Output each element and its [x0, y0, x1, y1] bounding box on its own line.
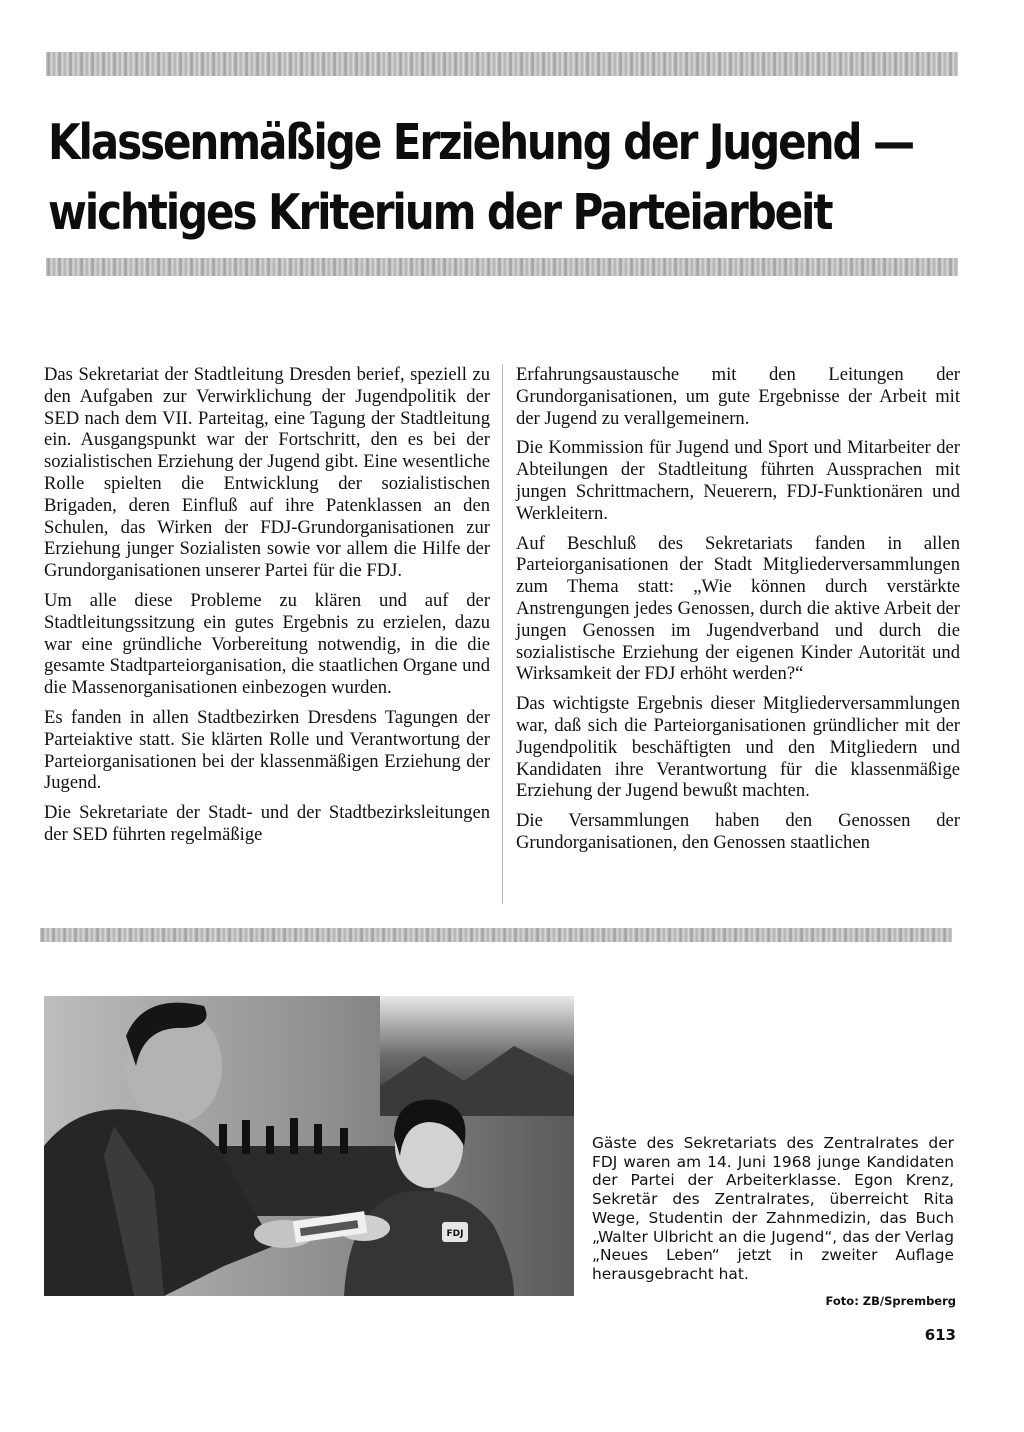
paragraph: Es fanden in allen Stadtbezirken Dresdens Tagungen der Parteiaktive statt. Sie klärten Rolle und Verantwortung der Parteiorganisationen bei der klassenmäßigen Erziehung der Jugend.: [44, 706, 490, 794]
text-bottom-rule: [40, 928, 952, 942]
paragraph: Das Sekretariat der Stadtleitung Dresden berief, speziell zu den Aufgaben zur Verwirklichung der Jugendpolitik der SED nach dem VII. Parteitag, eine Tagung der Stadtleitung ein. Ausgangspunkt war der Fortschritt, den es bei der sozialistischen Erziehung der Jugend gibt. Eine wesentliche Rolle spielten die Entwicklung der sozialistischen Brigaden, deren Einfluß auf ihre Patenklassen an den Schulen, das Wirken der FDJ-Grundorganisationen zur Erziehung junger Sozialisten sowie vor allem die Hilfe der Grundorganisationen unserer Partei für die FDJ.: [44, 364, 490, 582]
photo-caption: Gäste des Sekretariats des Zentralrates der FDJ waren am 14. Juni 1968 junge Kandidaten der Partei der Arbeiterklasse. Egon Krenz, Sekretär des Zentralrates, überreicht Rita Wege, Studentin der Zahnmedizin, das Buch „Walter Ulbricht an die Jugend“, das der Verlag „Neues Leben“ jetzt in zweiter Auflage herausgebracht hat.: [592, 1134, 954, 1283]
article-column-right: [516, 364, 960, 862]
paragraph: Die Kommission für Jugend und Sport und Mitarbeiter der Abteilungen der Stadtleitung führten Aussprachen mit jungen Schrittmachern, Neuerern, FDJ-Funktionären und Werkleitern.: [516, 437, 960, 524]
article-headline: [48, 108, 913, 248]
paragraph: Um alle diese Probleme zu klären und auf der Stadtleitungssitzung ein gutes Ergebnis zu erzielen, dazu war eine gründliche Vorbereitung notwendig, in die die gesamte Stadtparteiorganisation, die staatlichen Organe und die Massenorganisationen einbezogen wurden.: [44, 589, 490, 699]
headline-line-1: Klassenmäßige Erziehung der Jugend —: [48, 114, 913, 171]
headline-bottom-rule: [46, 258, 958, 276]
top-rule: [46, 52, 958, 76]
page-number: 613: [924, 1326, 956, 1344]
paragraph: Erfahrungsaustausche mit den Leitungen der Grundorganisationen, um gute Ergebnisse der Arbeit mit der Jugend zu verallgemeinern.: [516, 364, 960, 429]
photo-illustration: [44, 996, 574, 1296]
headline-line-2: wichtiges Kriterium der Parteiarbeit: [48, 184, 832, 241]
column-divider: [502, 364, 503, 904]
photo-credit: Foto: ZB/Spremberg: [825, 1294, 956, 1308]
paragraph: Die Versammlungen haben den Genossen der Grundorganisationen, den Genossen staatlichen: [516, 810, 960, 853]
paragraph: Auf Beschluß des Sekretariats fanden in allen Parteiorganisationen der Stadt Mitgliederversammlungen zum Thema statt: „Wie können durch verstärkte Anstrengungen jedes Genossen, durch die aktive Arbeit der jungen Genossen im Jugendverband und durch die sozialistische Erziehung der eigenen Kinder Autorität und Wirksamkeit der FDJ erhöht werden?“: [516, 532, 960, 685]
article-column-left: [44, 364, 490, 854]
news-photo: [44, 996, 574, 1296]
fdj-badge-text: FDJ: [446, 1229, 464, 1239]
paragraph: Die Sekretariate der Stadt- und der Stadtbezirksleitungen der SED führten regelmäßige: [44, 802, 490, 845]
paragraph: Das wichtigste Ergebnis dieser Mitgliederversammlungen war, daß sich die Parteiorganisationen gründlicher mit der Jugendpolitik beschäftigten und den Mitgliedern und Kandidaten ihre Verantwortung für die klassenmäßige Erziehung der Jugend bewußt machten.: [516, 693, 960, 802]
